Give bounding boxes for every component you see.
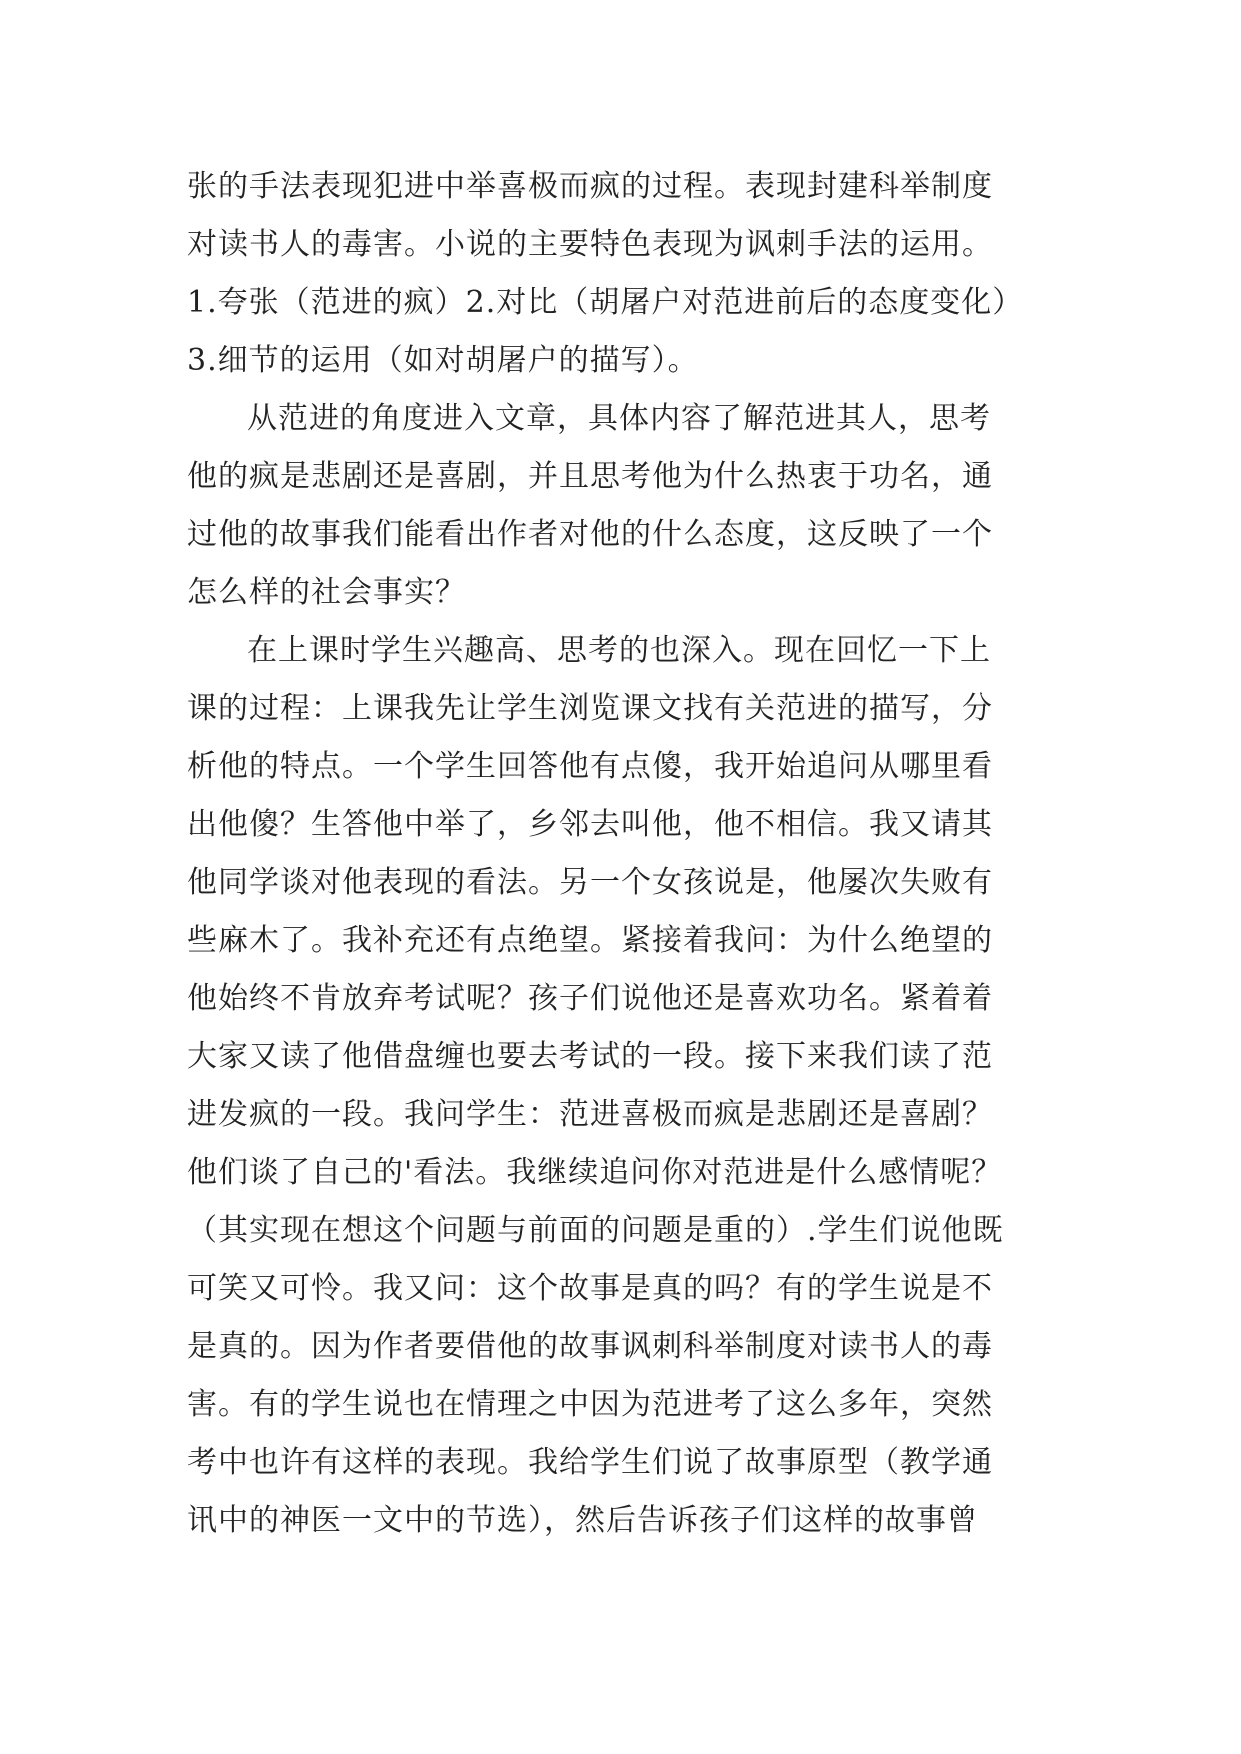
text-line: 怎么样的社会事实？ [187,575,466,610]
text-line: 考中也许有这样的表现。我给学生们说了故事原型（教学通 [187,1445,993,1480]
text-line: 大家又读了他借盘缠也要去考试的一段。接下来我们读了范 [187,1039,993,1074]
text-line: 对读书人的毒害。小说的主要特色表现为讽刺手法的运用。 [187,227,993,262]
text-line: 析他的特点。一个学生回答他有点傻，我开始追问从哪里看 [187,749,993,784]
text-line: 可笑又可怜。我又问：这个故事是真的吗？有的学生说是不 [187,1271,993,1306]
text-line: 课的过程：上课我先让学生浏览课文找有关范进的描写，分 [187,691,993,726]
text-line: 1.夸张（范进的疯）2.对比（胡屠户对范进前后的态度变化） [187,285,1024,320]
text-line: 讯中的神医一文中的节选），然后告诉孩子们这样的故事曾 [187,1503,978,1538]
text-line: 他始终不肯放弃考试呢？孩子们说他还是喜欢功名。紧着着 [187,981,993,1016]
text-line: 些麻木了。我补充还有点绝望。紧接着我问：为什么绝望的 [187,923,993,958]
paragraph-first-line: 在上课时学生兴趣高、思考的也深入。现在回忆一下上 [247,633,991,668]
document-body [187,158,1067,1550]
paragraph-first-line: 从范进的角度进入文章，具体内容了解范进其人，思考 [247,401,991,436]
text-line: 张的手法表现犯进中举喜极而疯的过程。表现封建科举制度 [187,169,993,204]
text-line: （其实现在想这个问题与前面的问题是重的）.学生们说他既 [187,1213,1004,1248]
text-line: 3.细节的运用（如对胡屠户的描写）。 [187,343,699,378]
text-line: 他的疯是悲剧还是喜剧，并且思考他为什么热衷于功名，通 [187,459,993,494]
text-line: 过他的故事我们能看出作者对他的什么态度，这反映了一个 [187,517,993,552]
text-line: 出他傻？生答他中举了，乡邻去叫他，他不相信。我又请其 [187,807,993,842]
text-line: 是真的。因为作者要借他的故事讽刺科举制度对读书人的毒 [187,1329,993,1364]
text-line: 进发疯的一段。我问学生：范进喜极而疯是悲剧还是喜剧？ [187,1097,993,1132]
text-line: 害。有的学生说也在情理之中因为范进考了这么多年，突然 [187,1387,993,1422]
text-line: 他们谈了自己的'看法。我继续追问你对范进是什么感情呢？ [187,1155,1003,1190]
text-line: 他同学谈对他表现的看法。另一个女孩说是，他屡次失败有 [187,865,993,900]
